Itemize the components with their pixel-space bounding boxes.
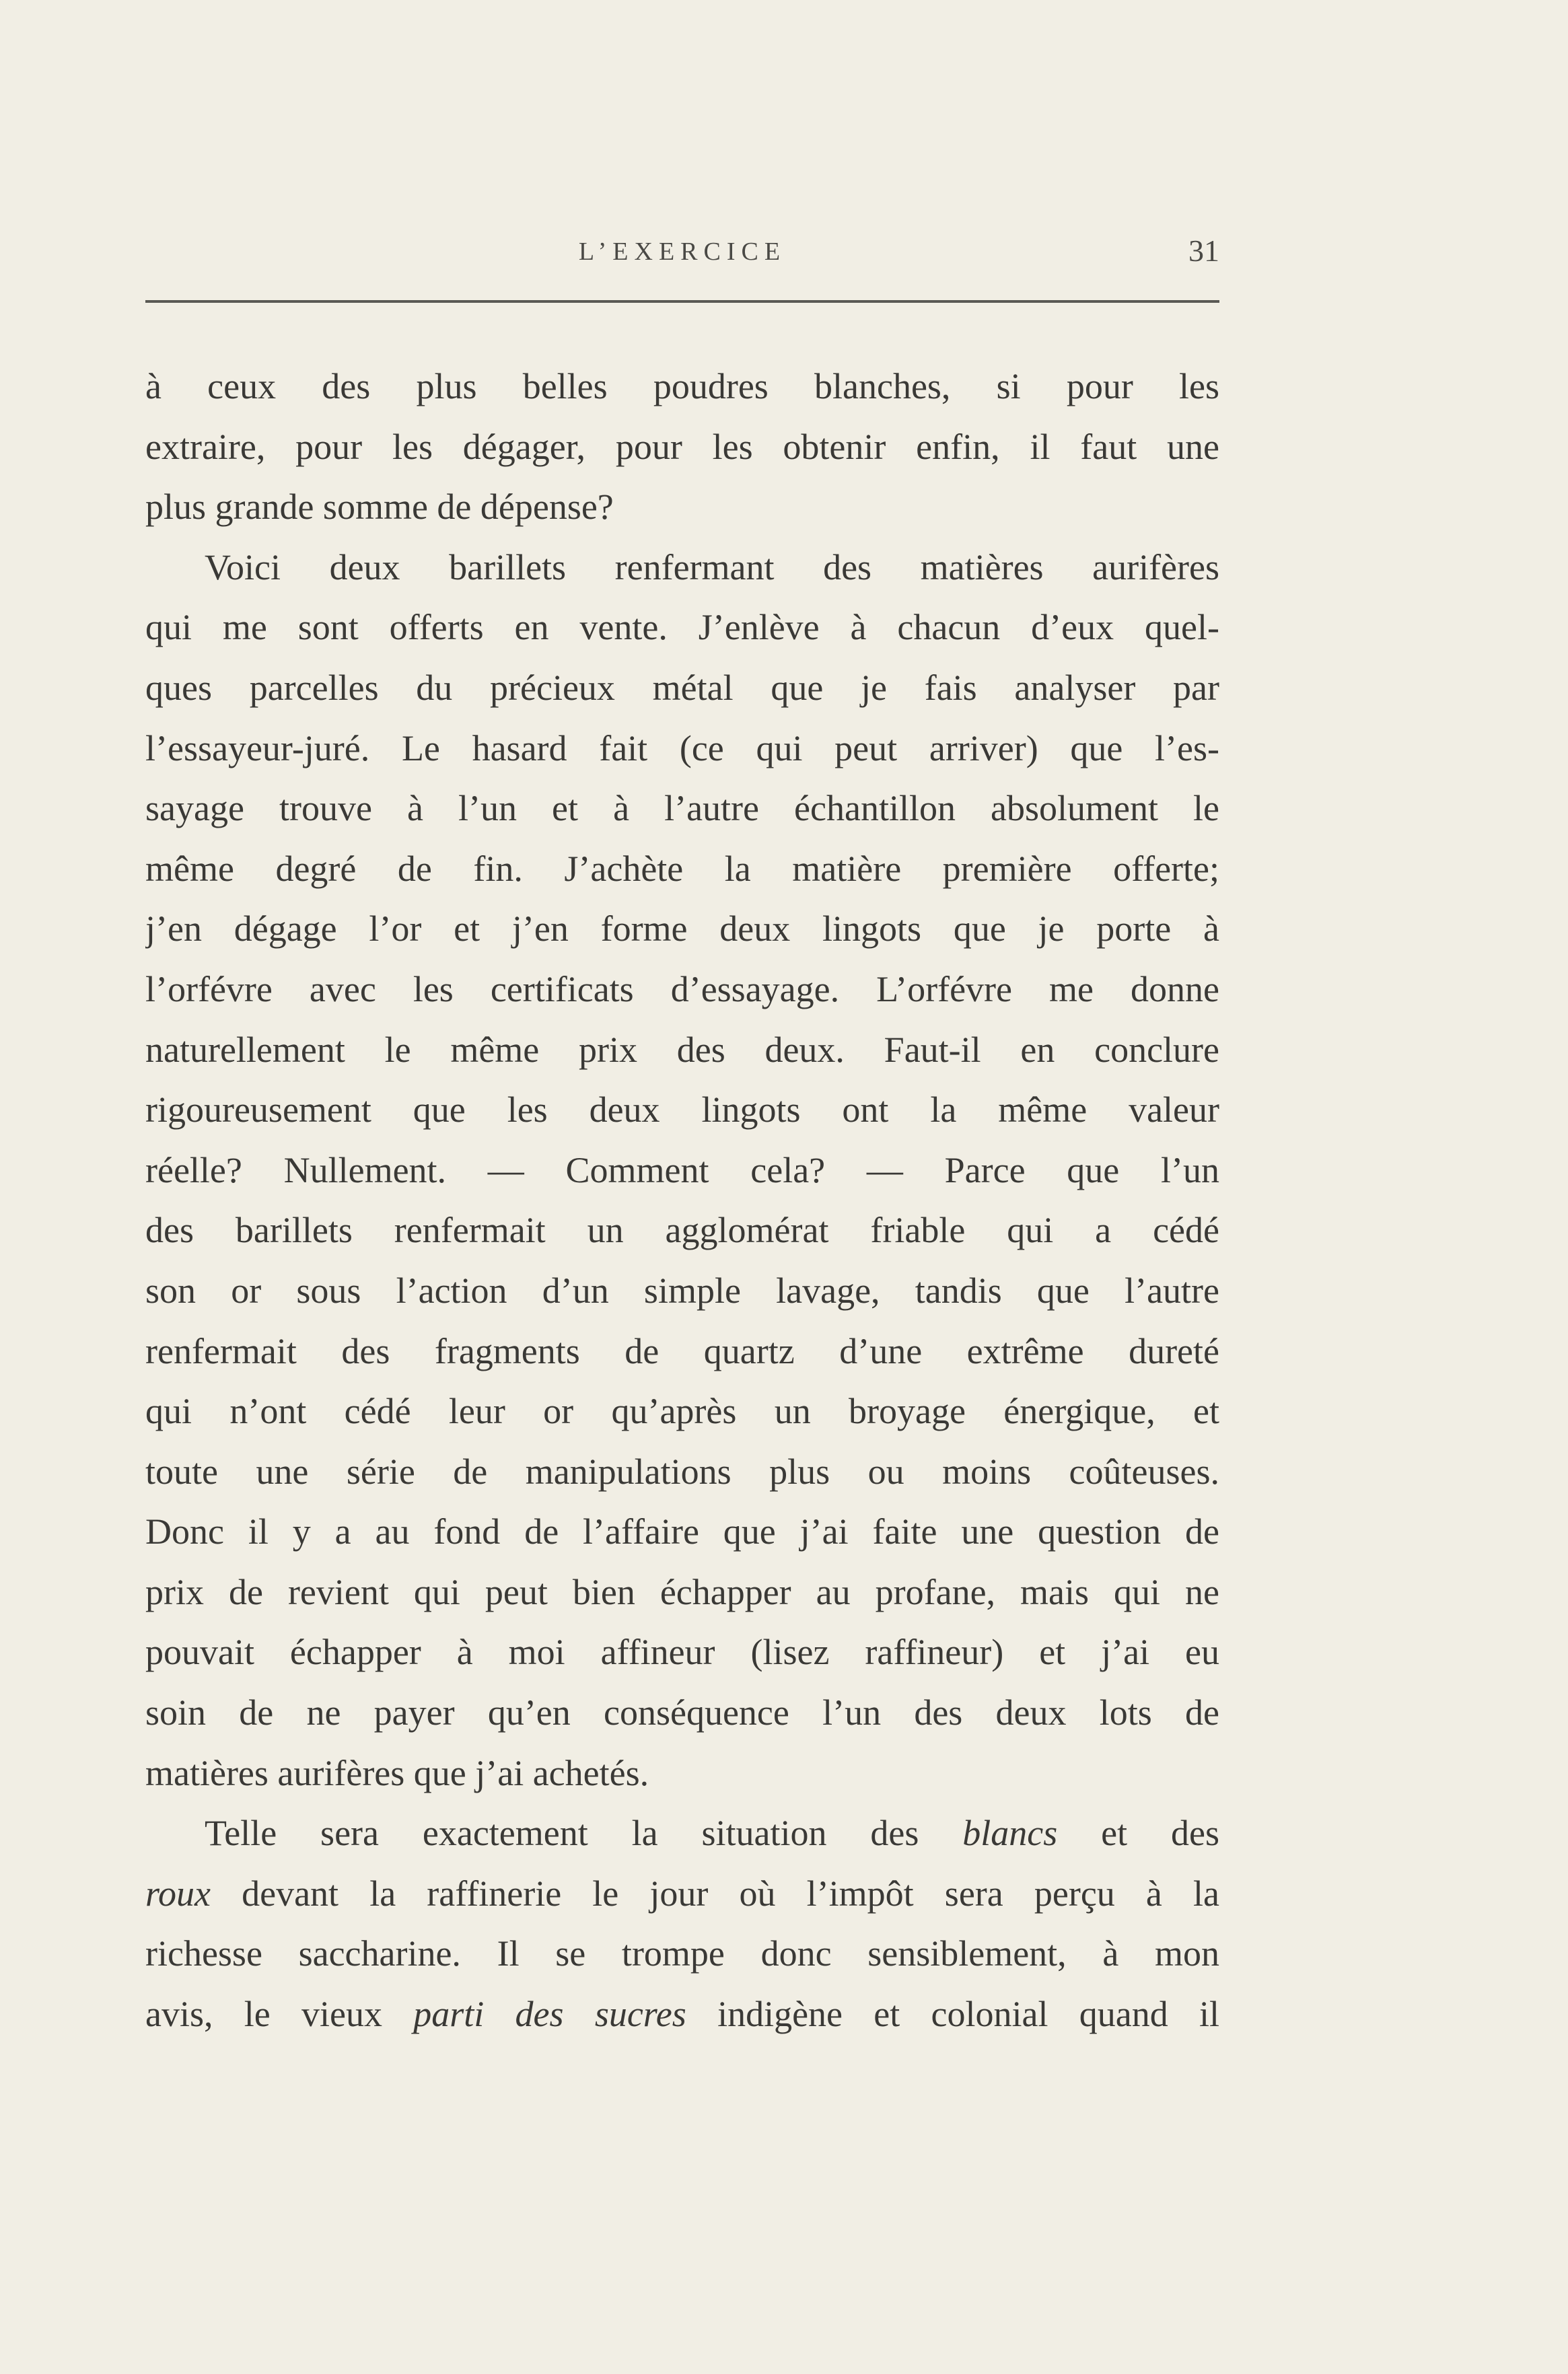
- text-line: qui me sont offerts en vente. J’enlève à chacun d’eux quel-: [145, 607, 1219, 648]
- text-run: devant la raffinerie le jour où l’impôt sera perçu à la: [242, 1873, 1219, 1914]
- running-title: L’EXERCICE: [578, 238, 787, 266]
- text-line: l’orfévre avec les certificats d’essayage. L’orfévre me donne: [145, 968, 1219, 1009]
- text-line: sayage trouve à l’un et à l’autre échantillon absolument le: [145, 788, 1219, 829]
- text-line: [145, 1984, 1219, 2045]
- italic-term: parti des sucres: [413, 1994, 686, 2035]
- text-line: [145, 1864, 1219, 1925]
- text-line: toute une série de manipulations plus ou moins coûteuses.: [145, 1451, 1219, 1492]
- text-line: son or sous l’action d’un simple lavage, tandis que l’autre: [145, 1270, 1219, 1311]
- header-rule: [145, 300, 1219, 303]
- italic-term: blancs: [962, 1813, 1058, 1854]
- page-number: 31: [1188, 233, 1219, 268]
- text-line: ques parcelles du précieux métal que je fais analyser par: [145, 667, 1219, 708]
- text-run: indigène et colonial quand il: [717, 1994, 1219, 2035]
- text-line: l’essayeur-juré. Le hasard fait (ce qui peut arriver) que l’es-: [145, 727, 1219, 768]
- text-run: et des: [1101, 1813, 1219, 1854]
- text-line: à ceux des plus belles poudres blanches, si pour les: [145, 366, 1219, 406]
- body-text: [145, 357, 1219, 2045]
- text-line: renfermait des fragments de quartz d’une extrême dureté: [145, 1330, 1219, 1371]
- text-line: pouvait échapper à moi affineur (lisez raffineur) et j’ai eu: [145, 1632, 1219, 1673]
- text-line: richesse saccharine. Il se trompe donc sensiblement, à mon: [145, 1933, 1219, 1974]
- text-line: soin de ne payer qu’en conséquence l’un des deux lots de: [145, 1692, 1219, 1733]
- text-line: Voici deux barillets renfermant des matières aurifères: [205, 546, 1219, 587]
- text-line: rigoureusement que les deux lingots ont la même valeur: [145, 1089, 1219, 1130]
- text-line: même degré de fin. J’achète la matière première offerte;: [145, 848, 1219, 889]
- text-line: naturellement le même prix des deux. Faut-il en conclure: [145, 1029, 1219, 1070]
- text-line: j’en dégage l’or et j’en forme deux lingots que je porte à: [145, 908, 1219, 949]
- text-line: plus grande somme de dépense?: [145, 487, 614, 528]
- text-run: avis, le vieux: [145, 1994, 382, 2035]
- italic-term: roux: [145, 1873, 211, 1914]
- text-line: réelle? Nullement. — Comment cela? — Parce que l’un: [145, 1149, 1219, 1190]
- text-run: Telle sera exactement la situation des: [205, 1813, 919, 1854]
- text-line: [145, 1803, 1219, 1864]
- text-line: Donc il y a au fond de l’affaire que j’ai faite une question de: [145, 1511, 1219, 1552]
- text-line: prix de revient qui peut bien échapper au profane, mais qui ne: [145, 1571, 1219, 1612]
- text-line: qui n’ont cédé leur or qu’après un broyage énergique, et: [145, 1391, 1219, 1432]
- running-head: [145, 233, 1219, 277]
- text-line: des barillets renfermait un agglomérat friable qui a cédé: [145, 1210, 1219, 1251]
- text-line: matières aurifères que j’ai achetés.: [145, 1752, 649, 1793]
- text-line: extraire, pour les dégager, pour les obtenir enfin, il faut une: [145, 426, 1219, 467]
